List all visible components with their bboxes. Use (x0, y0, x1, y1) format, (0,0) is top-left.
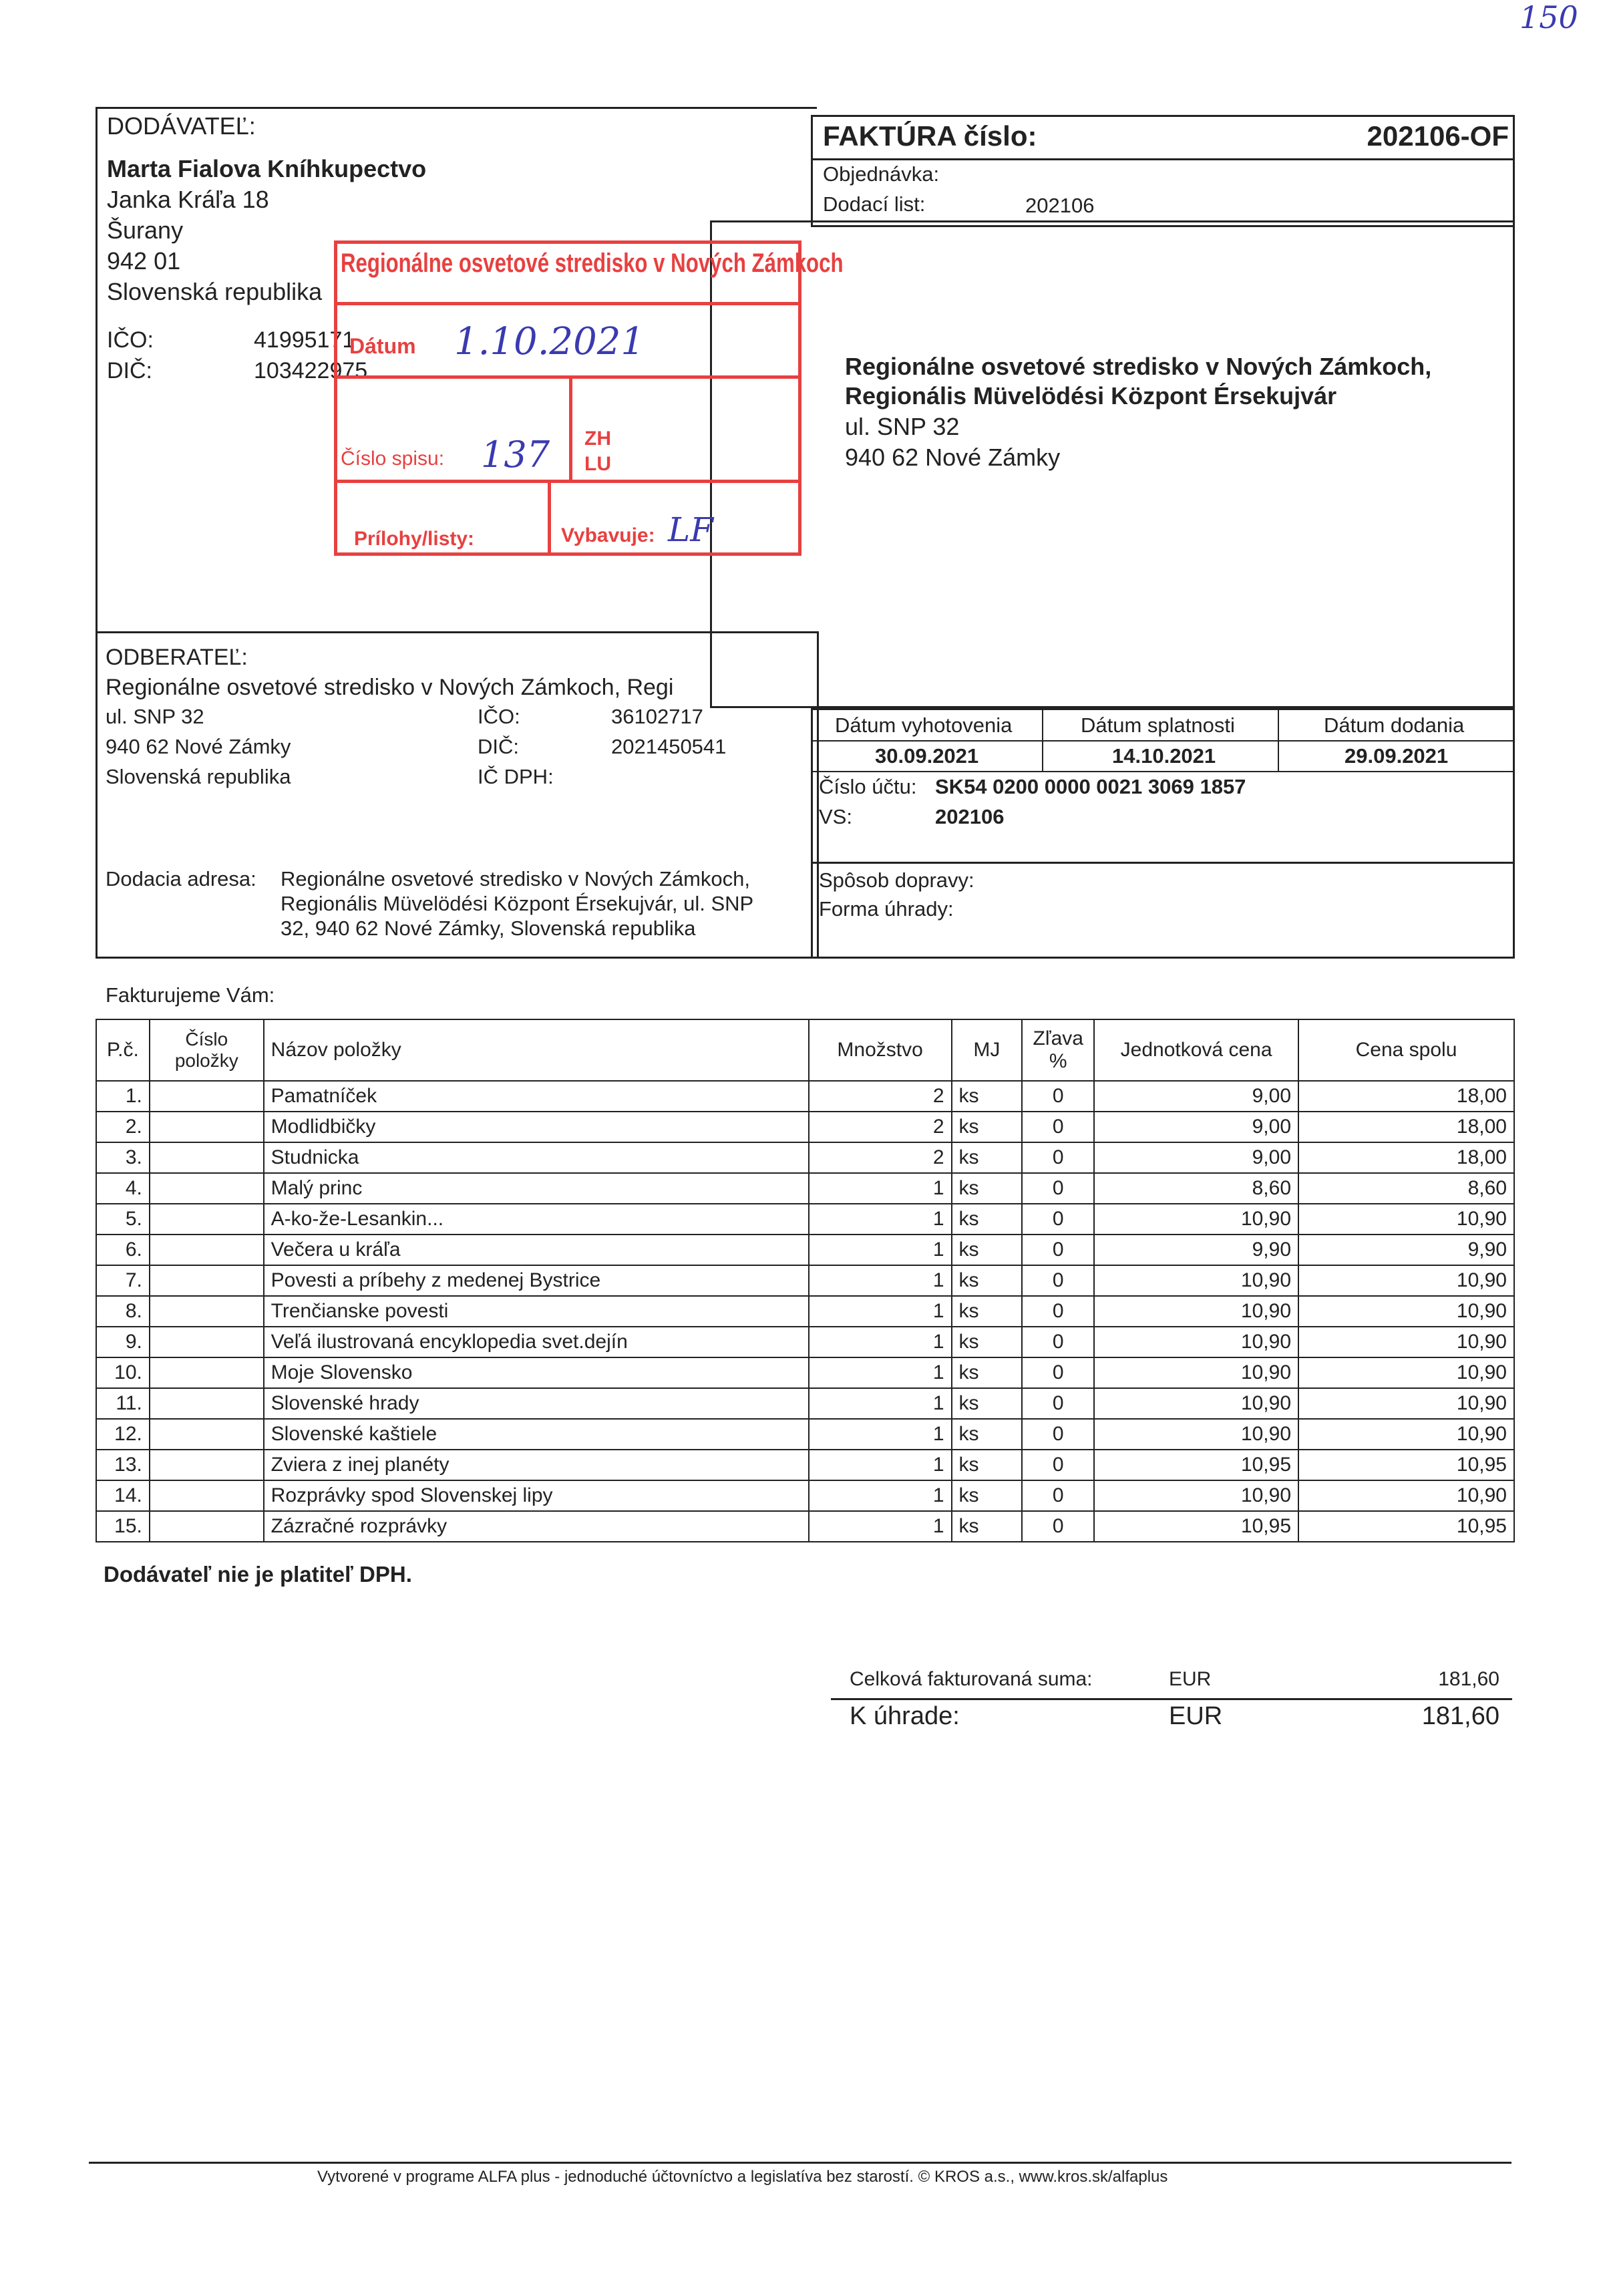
row-code (150, 1357, 264, 1388)
table-row (96, 1296, 1514, 1327)
row-unit: ks (952, 1112, 1023, 1142)
row-no: 11. (96, 1388, 150, 1419)
row-name: Moje Slovensko (264, 1357, 809, 1388)
stamp-handled-by-label: Vybavuje: (561, 524, 655, 546)
customer-name: Regionálne osvetové stredisko v Nových Zámkoch, Regi (106, 675, 674, 700)
items-intro: Fakturujeme Vám: (106, 983, 275, 1007)
table-row (96, 1173, 1514, 1204)
customer-icdph-label: IČ DPH: (478, 765, 554, 788)
row-unit-price: 10,90 (1094, 1327, 1298, 1357)
row-code (150, 1388, 264, 1419)
recipient-line2: Regionális Müvelödési Központ Érsekujvár (845, 382, 1337, 409)
supplier-street: Janka Kráľa 18 (107, 186, 269, 213)
row-code (150, 1081, 264, 1112)
row-code (150, 1142, 264, 1173)
recipient-line1: Regionálne osvetové stredisko v Nových Zámkoch, (845, 353, 1432, 380)
row-no: 9. (96, 1327, 150, 1357)
row-total: 18,00 (1298, 1081, 1514, 1112)
stamp-date-label: Dátum (349, 334, 416, 358)
invoice-title: FAKTÚRA číslo: (823, 120, 1037, 152)
footer-text: Vytvorené v programe ALFA plus - jednoduché účtovníctvo a legislatíva bez starostí. © KROS a.s., www.kros.sk/alfaplus (317, 2168, 1168, 2186)
row-total: 10,90 (1298, 1296, 1514, 1327)
supplier-city: Šurany (107, 216, 184, 244)
row-discount: 0 (1022, 1112, 1094, 1142)
row-name: Studnicka (264, 1142, 809, 1173)
items-table (96, 1019, 1515, 1542)
recipient-line4: 940 62 Nové Zámky (845, 444, 1061, 471)
row-total: 18,00 (1298, 1112, 1514, 1142)
vat-note: Dodávateľ nie je platiteľ DPH. (104, 1562, 412, 1587)
transport-label: Spôsob dopravy: (819, 868, 974, 892)
stamp-attachments-label: Prílohy/listy: (354, 528, 475, 550)
table-row (96, 1142, 1514, 1173)
row-discount: 0 (1022, 1173, 1094, 1204)
stamp-dept-lu: LU (584, 453, 611, 475)
row-no: 7. (96, 1265, 150, 1296)
row-discount: 0 (1022, 1296, 1094, 1327)
table-row (96, 1480, 1514, 1511)
row-unit-price: 9,00 (1094, 1112, 1298, 1142)
col-name: Názov položky (264, 1019, 809, 1081)
delivery-address-line3: 32, 940 62 Nové Zámky, Slovenská republika (281, 917, 696, 940)
supplier-name: Marta Fialova Kníhkupectvo (107, 155, 427, 182)
row-no: 4. (96, 1173, 150, 1204)
footer-divider (89, 2162, 1511, 2164)
row-unit-price: 10,90 (1094, 1296, 1298, 1327)
supplier-zip: 942 01 (107, 247, 181, 275)
row-total: 10,95 (1298, 1450, 1514, 1480)
row-qty: 2 (809, 1112, 952, 1142)
row-code (150, 1480, 264, 1511)
amount-due-value: 181,60 (1421, 1702, 1499, 1730)
registry-stamp (334, 240, 801, 556)
table-row (96, 1204, 1514, 1235)
recipient-address-box (710, 220, 1515, 708)
customer-street: ul. SNP 32 (106, 705, 204, 728)
delivery-note-label: Dodací list: (823, 192, 926, 216)
table-row (96, 1511, 1514, 1542)
row-name: Slovenské kaštiele (264, 1419, 809, 1450)
due-date-label: Dátum splatnosti (1081, 713, 1235, 737)
row-discount: 0 (1022, 1081, 1094, 1112)
row-discount: 0 (1022, 1204, 1094, 1235)
row-unit-price: 9,00 (1094, 1142, 1298, 1173)
stamp-dept-zh: ZH (584, 428, 611, 450)
row-unit: ks (952, 1142, 1023, 1173)
row-no: 14. (96, 1480, 150, 1511)
delivery-address-label: Dodacia adresa: (106, 867, 256, 890)
row-qty: 1 (809, 1357, 952, 1388)
row-code (150, 1112, 264, 1142)
row-total: 10,90 (1298, 1265, 1514, 1296)
row-no: 5. (96, 1204, 150, 1235)
stamp-handled-by-value: LF (668, 510, 713, 549)
row-discount: 0 (1022, 1419, 1094, 1450)
row-no: 8. (96, 1296, 150, 1327)
row-code (150, 1235, 264, 1265)
row-unit-price: 10,90 (1094, 1480, 1298, 1511)
account-label: Číslo účtu: (819, 775, 917, 798)
invoiced-total-value: 181,60 (1438, 1668, 1499, 1690)
row-name: Trenčianske povesti (264, 1296, 809, 1327)
stamp-file-no-value: 137 (481, 434, 550, 476)
customer-ico-label: IČO: (478, 705, 520, 728)
row-code (150, 1204, 264, 1235)
table-row (96, 1357, 1514, 1388)
supplier-dic: 103422975 (254, 358, 368, 383)
customer-ico: 36102717 (611, 705, 703, 728)
supplier-ico: 41995171 (254, 327, 355, 353)
row-qty: 1 (809, 1419, 952, 1450)
row-no: 1. (96, 1081, 150, 1112)
row-discount: 0 (1022, 1480, 1094, 1511)
table-row (96, 1265, 1514, 1296)
table-row (96, 1327, 1514, 1357)
row-no: 6. (96, 1235, 150, 1265)
row-qty: 1 (809, 1235, 952, 1265)
row-qty: 1 (809, 1296, 952, 1327)
row-name: Veľá ilustrovaná encyklopedia svet.dejín (264, 1327, 809, 1357)
row-total: 10,90 (1298, 1327, 1514, 1357)
invoiced-total-label: Celková fakturovaná suma: (850, 1668, 1093, 1690)
row-qty: 1 (809, 1450, 952, 1480)
row-name: Slovenské hrady (264, 1388, 809, 1419)
due-date-value: 14.10.2021 (1112, 744, 1216, 768)
row-name: A-ko-že-Lesankin... (264, 1204, 809, 1235)
row-discount: 0 (1022, 1450, 1094, 1480)
row-unit-price: 9,90 (1094, 1235, 1298, 1265)
supplier-dic-label: DIČ: (107, 358, 152, 383)
row-unit-price: 9,00 (1094, 1081, 1298, 1112)
row-qty: 1 (809, 1388, 952, 1419)
row-unit: ks (952, 1480, 1023, 1511)
row-no: 10. (96, 1357, 150, 1388)
row-code (150, 1296, 264, 1327)
supplier-country: Slovenská republika (107, 278, 323, 305)
delivery-date-label: Dátum dodania (1324, 713, 1465, 737)
row-total: 10,90 (1298, 1204, 1514, 1235)
row-total: 10,95 (1298, 1511, 1514, 1542)
row-discount: 0 (1022, 1327, 1094, 1357)
table-row (96, 1235, 1514, 1265)
row-total: 9,90 (1298, 1235, 1514, 1265)
row-qty: 1 (809, 1265, 952, 1296)
row-unit-price: 10,90 (1094, 1419, 1298, 1450)
amount-due-currency: EUR (1169, 1702, 1223, 1730)
row-unit-price: 10,90 (1094, 1388, 1298, 1419)
issue-date-value: 30.09.2021 (875, 744, 979, 768)
table-row (96, 1450, 1514, 1480)
row-name: Modlidbičky (264, 1112, 809, 1142)
row-discount: 0 (1022, 1265, 1094, 1296)
row-code (150, 1511, 264, 1542)
customer-city: 940 62 Nové Zámky (106, 735, 291, 758)
row-qty: 1 (809, 1327, 952, 1357)
customer-dic: 2021450541 (611, 735, 727, 758)
vs-value: 202106 (935, 805, 1005, 828)
col-unit: MJ (952, 1019, 1023, 1081)
row-name: Rozprávky spod Slovenskej lipy (264, 1480, 809, 1511)
customer-dic-label: DIČ: (478, 735, 519, 758)
row-name: Zviera z inej planéty (264, 1450, 809, 1480)
row-discount: 0 (1022, 1357, 1094, 1388)
delivery-note-value: 202106 (1025, 194, 1095, 217)
invoiced-total-currency: EUR (1169, 1668, 1212, 1690)
delivery-date-value: 29.09.2021 (1345, 744, 1449, 768)
row-no: 12. (96, 1419, 150, 1450)
table-row (96, 1419, 1514, 1450)
row-total: 10,90 (1298, 1419, 1514, 1450)
row-discount: 0 (1022, 1511, 1094, 1542)
customer-heading: ODBERATEĽ: (106, 645, 248, 670)
row-no: 13. (96, 1450, 150, 1480)
row-unit: ks (952, 1388, 1023, 1419)
row-unit: ks (952, 1265, 1023, 1296)
col-unit-price: Jednotková cena (1094, 1019, 1298, 1081)
row-total: 8,60 (1298, 1173, 1514, 1204)
col-discount-line1: Zľava (1033, 1027, 1083, 1049)
row-name: Pamatníček (264, 1081, 809, 1112)
row-total: 18,00 (1298, 1142, 1514, 1173)
row-discount: 0 (1022, 1142, 1094, 1173)
row-unit-price: 10,95 (1094, 1450, 1298, 1480)
col-qty: Množstvo (809, 1019, 952, 1081)
row-qty: 2 (809, 1081, 952, 1112)
row-no: 3. (96, 1142, 150, 1173)
row-qty: 2 (809, 1142, 952, 1173)
customer-country: Slovenská republika (106, 765, 291, 788)
stamp-date-value: 1.10.2021 (454, 320, 645, 363)
row-code (150, 1265, 264, 1296)
row-unit-price: 8,60 (1094, 1173, 1298, 1204)
row-no: 15. (96, 1511, 150, 1542)
amount-due-label: K úhrade: (850, 1702, 960, 1730)
row-code (150, 1327, 264, 1357)
table-row (96, 1081, 1514, 1112)
account-value: SK54 0200 0000 0021 3069 1857 (935, 775, 1246, 798)
row-unit: ks (952, 1173, 1023, 1204)
table-row (96, 1388, 1514, 1419)
handwritten-page-number: 150 (1519, 0, 1578, 35)
col-no: P.č. (96, 1019, 150, 1081)
row-unit: ks (952, 1235, 1023, 1265)
row-code (150, 1419, 264, 1450)
row-unit: ks (952, 1511, 1023, 1542)
row-name: Malý princ (264, 1173, 809, 1204)
row-qty: 1 (809, 1204, 952, 1235)
order-label: Objednávka: (823, 162, 940, 186)
delivery-address-line1: Regionálne osvetové stredisko v Nových Zámkoch, (281, 867, 750, 890)
stamp-title: Regionálne osvetové stredisko v Nových Zámkoch (341, 249, 844, 278)
col-total: Cena spolu (1298, 1019, 1514, 1081)
col-discount (1022, 1019, 1094, 1081)
row-name: Zázračné rozprávky (264, 1511, 809, 1542)
row-total: 10,90 (1298, 1388, 1514, 1419)
row-unit: ks (952, 1204, 1023, 1235)
row-unit: ks (952, 1327, 1023, 1357)
row-unit: ks (952, 1081, 1023, 1112)
row-total: 10,90 (1298, 1480, 1514, 1511)
recipient-line3: ul. SNP 32 (845, 413, 960, 440)
supplier-heading: DODÁVATEĽ: (107, 112, 256, 140)
row-code (150, 1173, 264, 1204)
row-unit: ks (952, 1419, 1023, 1450)
vs-label: VS: (819, 805, 852, 828)
row-qty: 1 (809, 1511, 952, 1542)
issue-date-label: Dátum vyhotovenia (835, 713, 1013, 737)
invoice-number: 202106-OF (1367, 120, 1509, 152)
row-unit: ks (952, 1357, 1023, 1388)
row-unit-price: 10,90 (1094, 1357, 1298, 1388)
supplier-ico-label: IČO: (107, 327, 154, 353)
stamp-file-no-label: Číslo spisu: (341, 448, 445, 470)
delivery-address-line2: Regionális Müvelödési Központ Érsekujvár, ul. SNP (281, 892, 754, 915)
row-qty: 1 (809, 1173, 952, 1204)
row-unit-price: 10,90 (1094, 1265, 1298, 1296)
row-unit: ks (952, 1450, 1023, 1480)
row-discount: 0 (1022, 1235, 1094, 1265)
row-name: Povesti a príbehy z medenej Bystrice (264, 1265, 809, 1296)
row-qty: 1 (809, 1480, 952, 1511)
table-header-row (96, 1019, 1514, 1081)
row-no: 2. (96, 1112, 150, 1142)
table-row (96, 1112, 1514, 1142)
row-unit-price: 10,90 (1094, 1204, 1298, 1235)
col-discount-line2: % (1049, 1050, 1067, 1072)
col-code: Číslo položky (150, 1019, 264, 1081)
row-unit: ks (952, 1296, 1023, 1327)
row-code (150, 1450, 264, 1480)
row-name: Večera u kráľa (264, 1235, 809, 1265)
row-total: 10,90 (1298, 1357, 1514, 1388)
row-discount: 0 (1022, 1388, 1094, 1419)
row-unit-price: 10,95 (1094, 1511, 1298, 1542)
totals-divider (831, 1698, 1512, 1700)
payment-form-label: Forma úhrady: (819, 897, 954, 921)
